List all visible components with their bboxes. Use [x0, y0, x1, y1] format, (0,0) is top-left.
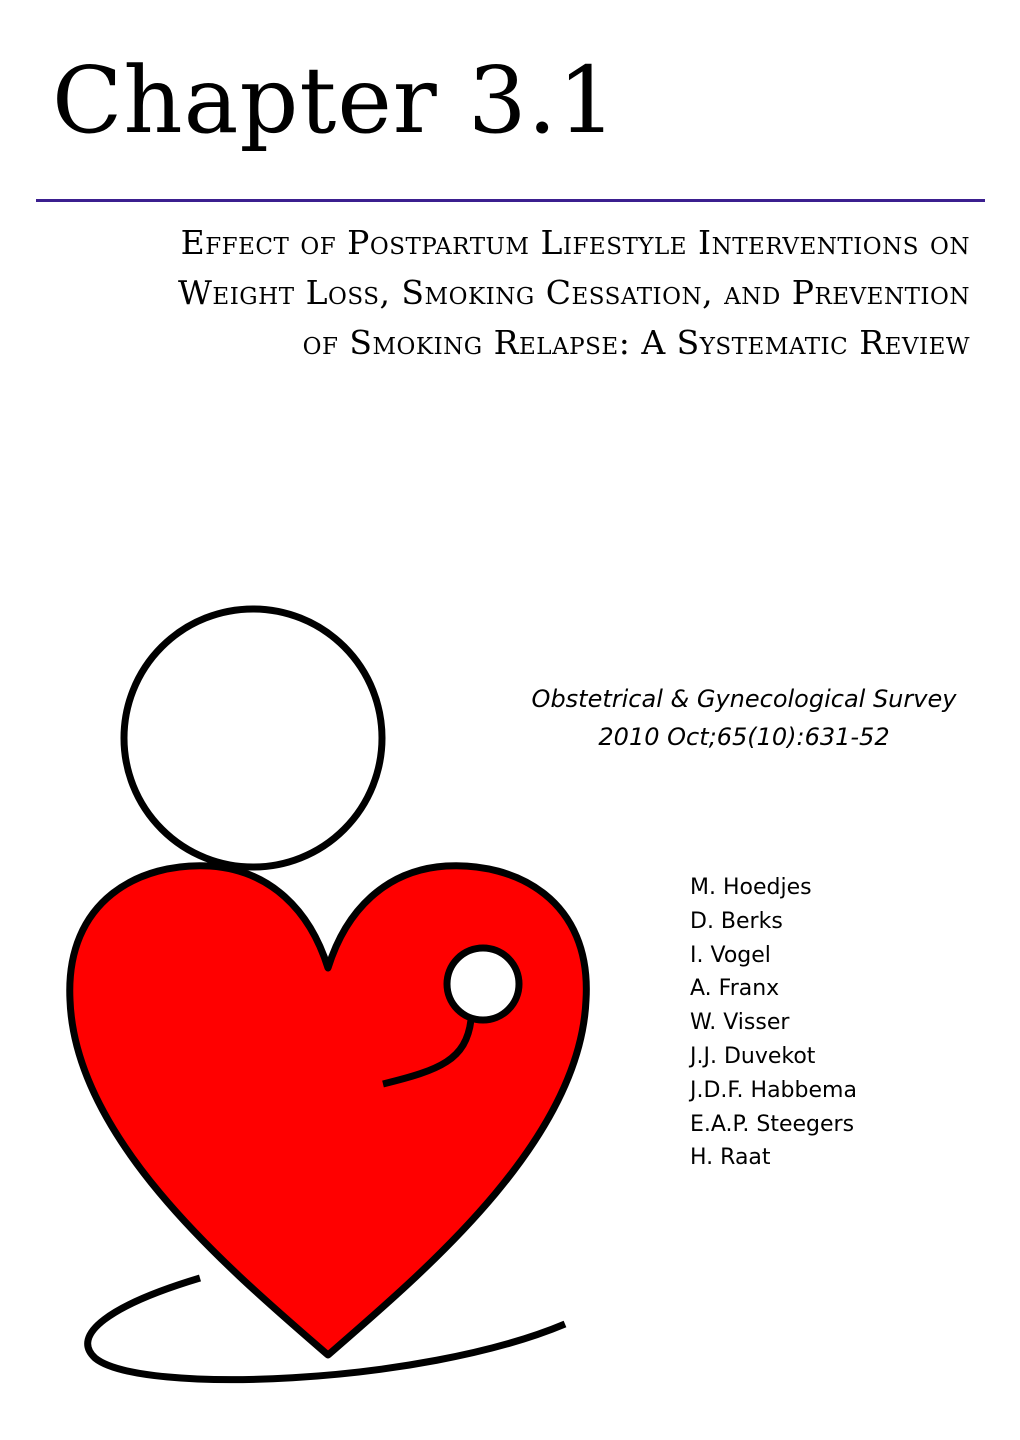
author-name: J.J. Duvekot	[690, 1043, 816, 1069]
head-circle	[124, 609, 382, 867]
author-name: D. Berks	[690, 908, 783, 934]
title-divider	[36, 199, 985, 202]
article-title	[70, 218, 970, 368]
author-name: W. Visser	[690, 1010, 790, 1036]
chapter-title: Chapter 3.1	[52, 47, 618, 154]
journal-name: Obstetrical & Gynecological Survey	[531, 685, 957, 713]
author-name: E.A.P. Steegers	[690, 1111, 855, 1137]
author-name: J.D.F. Habbema	[690, 1077, 857, 1103]
article-title-line-2: Weight Loss, Smoking Cessation, and Prevention	[178, 273, 970, 312]
author-name: A. Franx	[690, 976, 780, 1002]
author-name: H. Raat	[690, 1145, 771, 1171]
journal-citation: 2010 Oct;65(10):631-52	[598, 723, 890, 751]
article-title-line-3: of Smoking Relapse: A Systematic Review	[302, 323, 970, 362]
journal-reference	[494, 680, 994, 756]
base-swoosh	[88, 1278, 565, 1380]
author-name: M. Hoedjes	[690, 875, 812, 900]
stethoscope-tube	[383, 1020, 471, 1084]
heart-shape	[70, 866, 587, 1355]
author-name: I. Vogel	[690, 942, 771, 968]
author-list	[690, 871, 857, 1175]
stethoscope-chestpiece	[447, 948, 519, 1020]
article-title-line-1: Effect of Postpartum Lifestyle Interventions on	[180, 223, 970, 262]
